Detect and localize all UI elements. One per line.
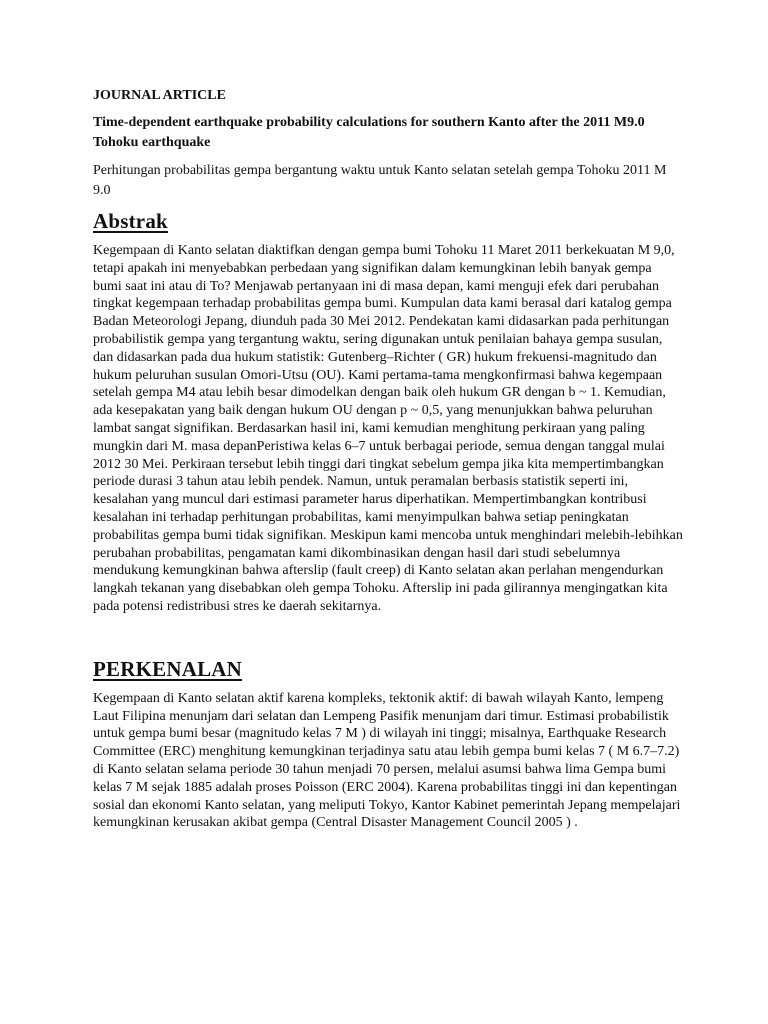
introduction-paragraph: Kegempaan di Kanto selatan aktif karena kompleks, tektonik aktif: di bawah wilayah Kanto, lempeng Laut Filipina menunjam dari selatan dan Lempeng Pasifik menunjam dari timur. Estimasi probabilistik untuk gempa bumi besar (magnitudo kelas 7 M ) di wilayah ini tinggi; misalnya, Earthquake Research Committee (ERC) menghitung kemungkinan terjadinya satu atau lebih gempa bumi kelas 7 ( M 6.7–7.2) di Kanto selatan selama periode 30 tahun menjadi 70 persen, melalui asumsi bahwa lima Gempa bumi kelas 7 M sejak 1885 adalah proses Poisson (ERC 2004). Karena probabilitas tinggi ini dan kepentingan sosial dan ekonomi Kanto selatan, yang meliputi Tokyo, Kantor Kabinet pemerintah Jepang mempelajari kemungkinan kerusakan akibat gempa (Central Disaster Management Council 2005 ) .	[93, 690, 681, 831]
abstract-heading: Abstrak	[93, 209, 168, 233]
article-title-english: Time-dependent earthquake probability calculations for southern Kanto after the 2011 M9.0 Tohoku earthquake	[93, 115, 645, 150]
abstract-paragraph: Kegempaan di Kanto selatan diaktifkan dengan gempa bumi Tohoku 11 Maret 2011 berkekuatan M 9,0, tetapi apakah ini menyebabkan perbedaan yang signifikan dalam kemungkinan lebih banyak gempa bumi saat ini atau di To? Menjawab pertanyaan ini di masa depan, kami menguji efek dari perubahan tingkat kegempaan terhadap probabilitas gempa bumi. Kumpulan data kami berasal dari katalog gempa Badan Meteorologi Jepang, diunduh pada 30 Mei 2012. Pendekatan kami didasarkan pada perhitungan probabilistik gempa yang tergantung waktu, sering digunakan untuk penilaian bahaya gempa susulan, dan didasarkan pada dua hukum statistik: Gutenberg–Richter ( GR) hukum frekuensi-magnitudo dan hukum peluruhan susulan Omori-Utsu (OU). Kami pertama-tama mengkonfirmasi bahwa kegempaan setelah gempa M4 atau lebih besar dimodelkan dengan baik oleh hukum GR dengan b ~ 1. Kemudian, ada kesepakatan yang baik dengan hukum OU dengan p ~ 0,5, yang menunjukkan bahwa peluruhan lambat sangat signifikan. Berdasarkan hasil ini, kami kemudian menghitung perkiraan yang paling mungkin dari M. masa depanPeristiwa kelas 6–7 untuk berbagai periode, semua dengan tanggal mulai 2012 30 Mei. Perkiraan tersebut lebih tinggi dari tingkat sebelum gempa jika kita mempertimbangkan periode durasi 3 tahun atau lebih pendek. Namun, untuk peramalan berbasis statistik seperti ini, kesalahan yang muncul dari estimasi parameter harus diperhatikan. Mempertimbangkan kontribusi kesalahan ini terhadap perhitungan probabilitas, kami menyimpulkan bahwa setiap peningkatan probabilitas gempa bumi tidak signifikan. Meskipun kami mencoba untuk menghindari melebih-lebihkan perubahan probabilitas, pengamatan kami dikombinasikan dengan hasil dari studi sebelumnya mendukung kemungkinan bahwa afterslip (fault creep) di Kanto selatan akan perlahan mengendurkan langkah tekanan yang disebabkan oleh gempa Tohoku. Afterslip ini pada gilirannya mengingatkan kita pada potensi redistribusi stres ke daerah sekitarnya.	[93, 243, 683, 614]
journal-article-label: JOURNAL ARTICLE	[93, 88, 226, 103]
introduction-heading: PERKENALAN	[93, 656, 243, 681]
article-title-indonesian: Perhitungan probabilitas gempa bergantung waktu untuk Kanto selatan setelah gempa Tohoku 2011 M 9.0	[93, 163, 667, 198]
section-spacer	[93, 616, 683, 656]
document-page	[93, 86, 683, 832]
